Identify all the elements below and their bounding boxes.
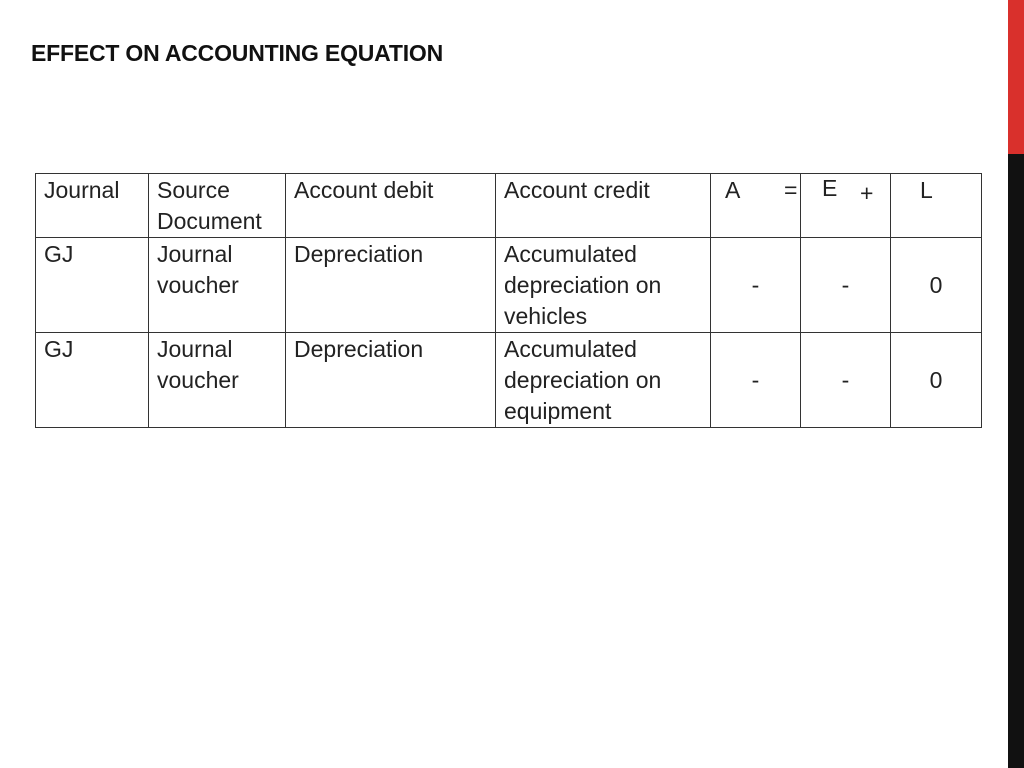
cell-l: 0 — [891, 238, 982, 333]
cell-journal: GJ — [36, 333, 149, 428]
table-header-row — [36, 174, 982, 238]
cell-l: 0 — [891, 333, 982, 428]
cell-account-debit: Depreciation — [286, 238, 496, 333]
header-account-credit: Account credit — [496, 174, 711, 238]
slide-title: EFFECT ON ACCOUNTING EQUATION — [31, 40, 444, 66]
cell-source-document: Journal voucher — [149, 238, 286, 333]
accounting-equation-table — [35, 173, 982, 428]
accent-bar — [1008, 0, 1024, 154]
cell-e: - — [801, 333, 891, 428]
cell-journal: GJ — [36, 238, 149, 333]
header-source-document: Source Document — [149, 174, 286, 238]
table-row — [36, 333, 982, 428]
cell-account-credit: Accumulated depreciation on vehicles — [496, 238, 711, 333]
cell-source-document: Journal voucher — [149, 333, 286, 428]
header-plus: + — [860, 180, 874, 206]
cell-a: - — [711, 333, 801, 428]
dark-side-bar — [1008, 154, 1024, 768]
cell-e: - — [801, 238, 891, 333]
cell-account-debit: Depreciation — [286, 333, 496, 428]
table-row — [36, 238, 982, 333]
header-l: L — [920, 177, 933, 203]
header-equity-cell — [801, 174, 891, 238]
header-e: E — [822, 175, 838, 201]
header-liabilities-cell — [891, 174, 982, 238]
header-assets-cell — [711, 174, 801, 238]
header-equals: = — [784, 177, 798, 203]
cell-account-credit: Accumulated depreciation on equipment — [496, 333, 711, 428]
header-journal: Journal — [36, 174, 149, 238]
header-account-debit: Account debit — [286, 174, 496, 238]
cell-a: - — [711, 238, 801, 333]
header-a: A — [725, 177, 741, 203]
